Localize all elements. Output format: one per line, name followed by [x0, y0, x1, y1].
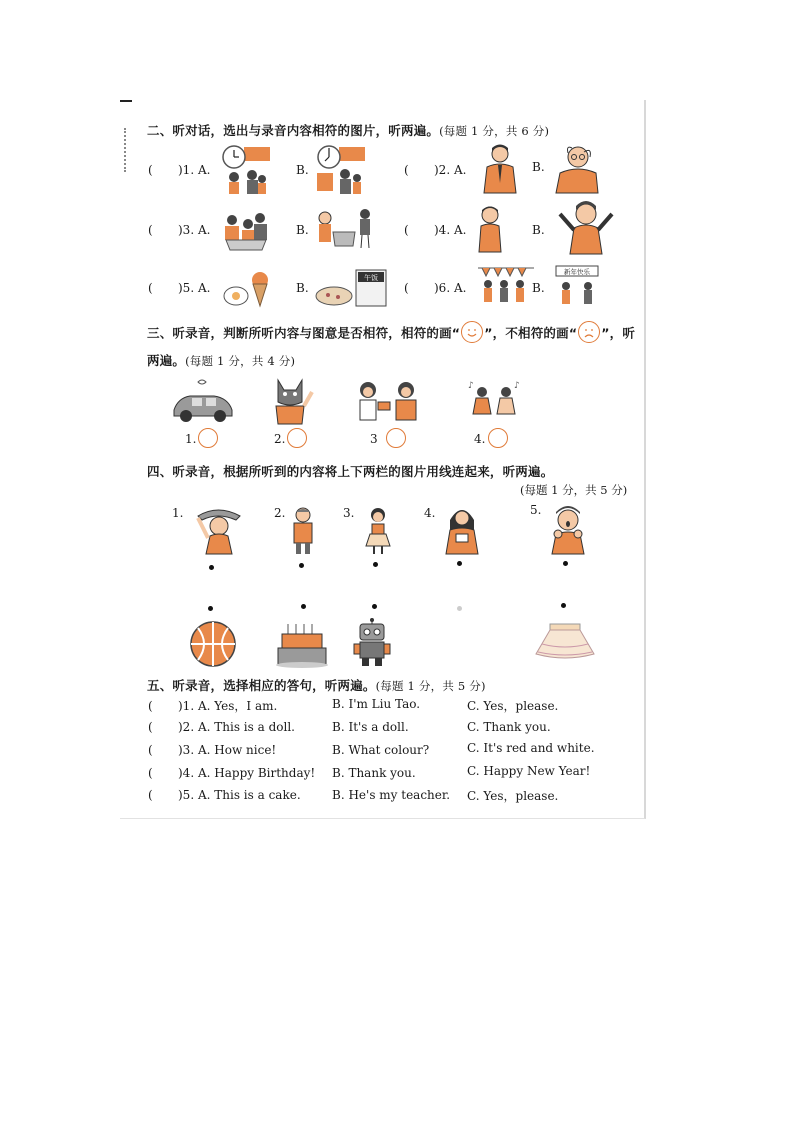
option-a[interactable]: Yes，I am.: [214, 699, 278, 713]
party-picture-a[interactable]: [476, 264, 536, 308]
option-c[interactable]: C. It's red and white.: [467, 741, 595, 755]
corner-mark: [120, 100, 132, 102]
s4-label-3: 3.: [343, 506, 355, 520]
match-dot-bottom[interactable]: [208, 606, 213, 611]
option-c[interactable]: C. Yes，please.: [467, 789, 559, 803]
sad-face-icon: [578, 321, 600, 343]
match-dot-top[interactable]: [299, 563, 304, 568]
match-dot-bottom[interactable]: [457, 606, 462, 611]
s2-question-6: [404, 281, 466, 295]
option-b[interactable]: B. Thank you.: [332, 766, 416, 780]
svg-text:♪: ♪: [514, 381, 520, 391]
option-a-label: A.: [453, 163, 467, 177]
answer-face-circle[interactable]: [287, 428, 307, 448]
match-dot-top[interactable]: [209, 565, 214, 570]
boy-standing-picture: [290, 506, 316, 556]
match-dot-top[interactable]: [563, 561, 568, 566]
answer-face-circle[interactable]: [198, 428, 218, 448]
boy-surprised-picture: [546, 504, 590, 556]
s4-label-1: 1.: [172, 506, 184, 520]
girl-hat-picture: [192, 504, 244, 556]
people-box-picture-b[interactable]: [315, 206, 375, 252]
match-dot-top[interactable]: [457, 561, 462, 566]
s5-row-3: ( )3. A. How nice!: [148, 743, 277, 757]
question-number: )5. A.: [178, 788, 211, 802]
smile-face-icon: [461, 321, 483, 343]
section5-note: (每题 1 分，共 5 分): [375, 679, 486, 693]
binding-dashes: [124, 128, 128, 172]
s5-row-5: ( )5. A. This is a cake.: [148, 788, 301, 802]
s2-option-b-4: B.: [532, 223, 545, 237]
answer-paren[interactable]: (: [404, 163, 409, 177]
answer-face-circle[interactable]: [488, 428, 508, 448]
option-a-label: A.: [453, 223, 467, 237]
question-number: )3. A.: [178, 743, 211, 757]
s3-label-3: 3: [370, 432, 378, 446]
s3-label-4: 4.: [474, 432, 486, 446]
s5-row-4: ( )4. A. Happy Birthday!: [148, 766, 316, 780]
s4-label-2: 2.: [274, 506, 286, 520]
question-number: )3.: [178, 223, 195, 237]
option-a-label: A.: [453, 281, 467, 295]
question-number: )1.: [178, 163, 195, 177]
toy-car-picture: [170, 378, 236, 424]
section4-title: 四、听录音，根据所听到的内容将上下两栏的图片用线连起来，听两遍。: [147, 464, 554, 479]
skirt-picture: [530, 620, 600, 664]
clock-family-picture-b[interactable]: [315, 143, 367, 195]
section3-title-text-3: ”，听: [601, 325, 636, 341]
option-c[interactable]: C. Happy New Year!: [467, 764, 591, 778]
children-box-picture-a[interactable]: [220, 210, 272, 252]
option-c[interactable]: C. Thank you.: [467, 720, 551, 734]
option-a-label: A.: [197, 163, 211, 177]
section2-title-text: 二、听对话，选出与录音内容相符的图片，听两遍。: [147, 123, 440, 138]
section3-title: [147, 323, 635, 345]
s2-question-3: [148, 223, 210, 237]
s4-label-5: 5.: [530, 503, 542, 517]
s3-label-2: 2.: [274, 432, 286, 446]
s5-row-2: ( )2. A. This is a doll.: [148, 720, 295, 734]
cat-puppet-picture: [268, 376, 316, 426]
question-number: )2.: [434, 163, 451, 177]
section2-title: [147, 121, 549, 139]
question-number: )6.: [434, 281, 451, 295]
s2-question-4: [404, 223, 466, 237]
box-label: 午饭: [364, 274, 378, 282]
s2-question-5: [148, 281, 210, 295]
match-dot-bottom[interactable]: [372, 604, 377, 609]
question-number: )5.: [178, 281, 195, 295]
section4-note: (每题 1 分，共 5 分): [520, 483, 628, 497]
option-a[interactable]: Happy Birthday!: [214, 766, 316, 780]
s2-question-1: [148, 163, 210, 177]
sign-label: 新年快乐: [564, 268, 590, 276]
answer-paren[interactable]: (: [404, 223, 409, 237]
svg-text:♪: ♪: [468, 381, 474, 391]
match-dot-bottom[interactable]: [301, 604, 306, 609]
option-b[interactable]: B. What colour?: [332, 743, 430, 757]
answer-paren[interactable]: (: [148, 281, 153, 295]
pizza-box-picture-b[interactable]: [314, 266, 390, 310]
s4-label-4: 4.: [424, 506, 436, 520]
question-number: )2. A.: [178, 720, 211, 734]
question-number: )4.: [434, 223, 451, 237]
answer-paren[interactable]: (: [148, 163, 153, 177]
option-a[interactable]: How nice!: [214, 743, 277, 757]
option-a-label: A.: [197, 281, 211, 295]
old-man-picture-b[interactable]: [552, 143, 602, 195]
match-dot-top[interactable]: [373, 562, 378, 567]
s2-question-2: [404, 163, 466, 177]
option-b[interactable]: B. He's my teacher.: [332, 788, 451, 802]
s3-label-1: 1.: [185, 432, 197, 446]
robot-picture: [352, 618, 392, 668]
basketball-picture: [188, 620, 238, 668]
s2-option-b-5: B.: [296, 281, 309, 295]
answer-face-circle[interactable]: [386, 428, 406, 448]
clock-family-picture-a[interactable]: [220, 143, 272, 195]
section3-title-text-4: 两遍。: [147, 353, 186, 368]
boy-picture-a[interactable]: [476, 204, 504, 254]
girls-gift-picture: [352, 378, 424, 426]
section3-note: (每题 1 分，共 4 分): [185, 354, 296, 368]
option-a[interactable]: This is a doll.: [214, 720, 295, 734]
question-number: )1. A.: [178, 699, 211, 713]
section2-note: (每题 1 分，共 6 分): [439, 124, 550, 138]
s2-option-b-6: B.: [532, 281, 545, 295]
man-tie-picture-a[interactable]: [478, 143, 522, 195]
answer-paren[interactable]: (: [404, 281, 409, 295]
boy-waving-picture-b[interactable]: [552, 200, 618, 256]
section3-title-line2: [147, 351, 295, 369]
birthday-cake-picture: [274, 622, 330, 668]
section3-title-text-2: ”，不相符的画“: [484, 325, 578, 341]
new-year-picture-b[interactable]: [550, 264, 604, 310]
answer-paren[interactable]: (: [148, 223, 153, 237]
dancing-girls-picture: [464, 378, 524, 426]
egg-icecream-picture-a[interactable]: [222, 266, 274, 310]
option-c[interactable]: C. Yes，please.: [467, 699, 559, 713]
s5-row-1: ( )1. A. Yes，I am.: [148, 699, 278, 713]
option-a-label: A.: [197, 223, 211, 237]
section3-title-text-1: 三、听录音，判断所听内容与图意是否相符，相符的画“: [147, 325, 461, 341]
s2-option-b-2: B.: [532, 160, 545, 174]
option-a[interactable]: This is a cake.: [214, 788, 301, 802]
girl-skirt-picture: [364, 506, 392, 556]
section5-title: [147, 676, 486, 694]
s2-option-b-1: B.: [296, 163, 309, 177]
question-number: )4. A.: [178, 766, 211, 780]
option-b[interactable]: B. It's a doll.: [332, 720, 409, 734]
s2-option-b-3: B.: [296, 223, 309, 237]
match-dot-bottom[interactable]: [561, 603, 566, 608]
option-b[interactable]: B. I'm Liu Tao.: [332, 697, 421, 711]
section5-title-text: 五、听录音，选择相应的答句，听两遍。: [147, 678, 376, 693]
woman-picture: [442, 504, 482, 556]
